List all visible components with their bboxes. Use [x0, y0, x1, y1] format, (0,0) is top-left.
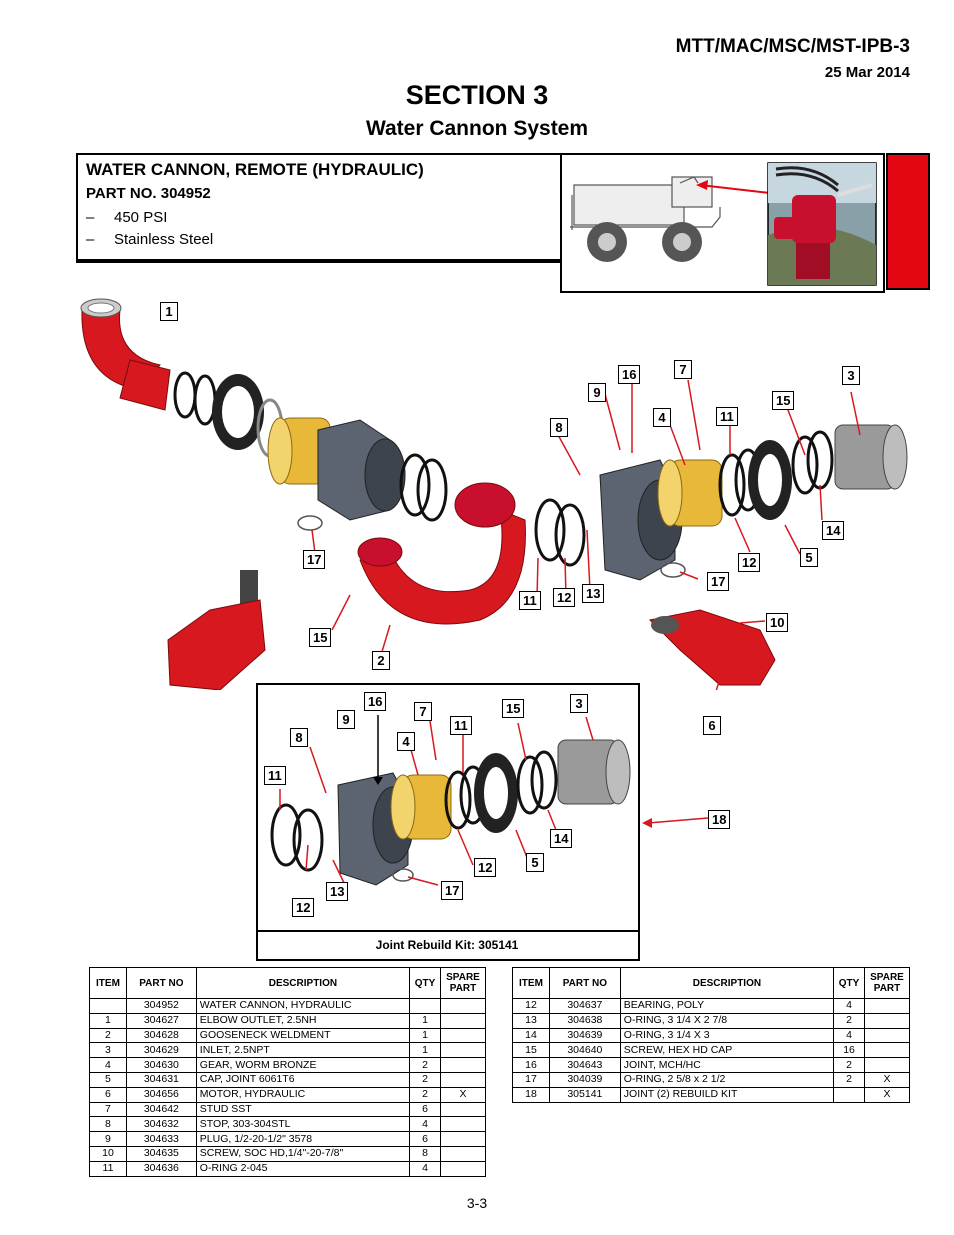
- qty-cell: 6: [410, 1132, 441, 1147]
- callout-label: 13: [326, 882, 348, 901]
- section-tab: [886, 153, 930, 290]
- qty-cell: 2: [834, 1013, 865, 1028]
- qty-cell: [834, 1087, 865, 1102]
- part-no-cell: 304633: [126, 1132, 196, 1147]
- qty-cell: 4: [410, 1161, 441, 1176]
- callout-label: 14: [822, 521, 844, 540]
- description-cell: BEARING, POLY: [620, 999, 833, 1014]
- item-cell: 3: [90, 1043, 127, 1058]
- description-cell: GOOSENECK WELDMENT: [196, 1028, 409, 1043]
- spare-cell: [441, 1161, 486, 1176]
- callout-label: 17: [441, 881, 463, 900]
- rebuild-kit-inset: [256, 683, 640, 961]
- qty-cell: 2: [834, 1072, 865, 1087]
- part-no-cell: 304631: [126, 1072, 196, 1087]
- column-header-description: DESCRIPTION: [196, 968, 409, 999]
- callout-label: 9: [337, 710, 355, 729]
- description-cell: STUD SST: [196, 1102, 409, 1117]
- spec-text: Stainless Steel: [114, 231, 214, 248]
- qty-cell: 8: [410, 1146, 441, 1161]
- callout-label: 18: [708, 810, 730, 829]
- callout-label: 4: [397, 732, 415, 751]
- item-cell: 11: [90, 1161, 127, 1176]
- callout-label: 11: [264, 766, 286, 785]
- spare-cell: [865, 1028, 910, 1043]
- item-cell: 6: [90, 1087, 127, 1102]
- spare-cell: [865, 999, 910, 1014]
- spec-bullet: – 450 PSI: [86, 209, 168, 226]
- callout-label: 17: [707, 572, 729, 591]
- truck-illustration: [562, 155, 883, 291]
- callout-label: 11: [450, 716, 472, 735]
- part-no-cell: 304632: [126, 1117, 196, 1132]
- column-header-part-no: PART NO: [126, 968, 196, 999]
- column-header-item: ITEM: [90, 968, 127, 999]
- description-cell: JOINT, MCH/HC: [620, 1058, 833, 1073]
- qty-cell: 2: [410, 1087, 441, 1102]
- table-row: [90, 1117, 486, 1132]
- part-no-cell: 304640: [549, 1043, 620, 1058]
- joint-housing-part: [318, 420, 405, 520]
- inset-caption: Joint Rebuild Kit: 305141: [256, 930, 638, 961]
- worm-gear-part-right: [658, 460, 722, 526]
- description-cell: SCREW, HEX HD CAP: [620, 1043, 833, 1058]
- callout-arrow: [640, 812, 710, 832]
- callout-label: 12: [474, 858, 496, 877]
- part-no-cell: 304643: [549, 1058, 620, 1073]
- description-cell: O-RING 2-045: [196, 1161, 409, 1176]
- callout-label: 17: [303, 550, 325, 569]
- callout-label: 9: [588, 383, 606, 402]
- part-no-cell: 304952: [126, 999, 196, 1014]
- callout-label: 3: [570, 694, 588, 713]
- item-cell: 13: [513, 1013, 550, 1028]
- table-row: [90, 1028, 486, 1043]
- part-no-cell: 304638: [549, 1013, 620, 1028]
- spare-cell: [865, 1013, 910, 1028]
- exploded-parts-diagram: [60, 290, 920, 690]
- callout-label: 14: [550, 829, 572, 848]
- item-cell: [90, 999, 127, 1014]
- table-row: [90, 1013, 486, 1028]
- table-row: [513, 1043, 910, 1058]
- qty-cell: 6: [410, 1102, 441, 1117]
- qty-cell: 4: [410, 1117, 441, 1132]
- callout-label: 13: [582, 584, 604, 603]
- spare-cell: [441, 1102, 486, 1117]
- description-cell: CAP, JOINT 6061T6: [196, 1072, 409, 1087]
- part-no-cell: 304637: [549, 999, 620, 1014]
- qty-cell: 2: [410, 1058, 441, 1073]
- part-no-cell: 304630: [126, 1058, 196, 1073]
- qty-cell: [410, 999, 441, 1014]
- callout-label: 5: [526, 853, 544, 872]
- item-cell: 15: [513, 1043, 550, 1058]
- column-header-spare-part: SPARE PART: [441, 968, 486, 999]
- callout-label: 7: [674, 360, 692, 379]
- item-cell: 14: [513, 1028, 550, 1043]
- qty-cell: 16: [834, 1043, 865, 1058]
- spare-cell: [865, 1058, 910, 1073]
- elbow-outlet-part: [81, 299, 170, 410]
- part-no-cell: 304642: [126, 1102, 196, 1117]
- inlet-part: [835, 425, 907, 489]
- spare-cell: [441, 1146, 486, 1161]
- qty-cell: 4: [834, 999, 865, 1014]
- cap-plate: [212, 374, 264, 450]
- callout-label: 16: [364, 692, 386, 711]
- table-row: [513, 999, 910, 1014]
- item-cell: 4: [90, 1058, 127, 1073]
- parts-table-right: [512, 967, 910, 1103]
- description-cell: ELBOW OUTLET, 2.5NH: [196, 1013, 409, 1028]
- part-no-cell: 304629: [126, 1043, 196, 1058]
- table-row: [90, 1102, 486, 1117]
- description-cell: STOP, 303-304STL: [196, 1117, 409, 1132]
- item-cell: 7: [90, 1102, 127, 1117]
- column-header-qty: QTY: [834, 968, 865, 999]
- item-cell: 9: [90, 1132, 127, 1147]
- callout-label: 6: [703, 716, 721, 735]
- callout-label: 15: [309, 628, 331, 647]
- part-no-cell: 304656: [126, 1087, 196, 1102]
- callout-label: 2: [372, 651, 390, 670]
- table-row: [513, 1058, 910, 1073]
- table-row: [90, 1058, 486, 1073]
- description-cell: INLET, 2.5NPT: [196, 1043, 409, 1058]
- divider: [76, 259, 560, 261]
- table-row: [513, 1028, 910, 1043]
- callout-label: 15: [772, 391, 794, 410]
- callout-label: 11: [716, 407, 738, 426]
- description-cell: PLUG, 1/2-20-1/2" 3578: [196, 1132, 409, 1147]
- callout-label: 5: [800, 548, 818, 567]
- spare-cell: [441, 999, 486, 1014]
- document-date: 25 Mar 2014: [824, 64, 910, 81]
- assembly-title: WATER CANNON, REMOTE (HYDRAULIC): [86, 160, 424, 179]
- part-no-cell: 304635: [126, 1146, 196, 1161]
- part-no-cell: 304039: [549, 1072, 620, 1087]
- spare-cell: [441, 1117, 486, 1132]
- item-cell: 18: [513, 1087, 550, 1102]
- table-row: [90, 999, 486, 1014]
- column-header-part-no: PART NO: [549, 968, 620, 999]
- callout-label: 3: [842, 366, 860, 385]
- description-cell: GEAR, WORM BRONZE: [196, 1058, 409, 1073]
- spare-cell: [441, 1132, 486, 1147]
- description-cell: SCREW, SOC HD,1/4"-20-7/8": [196, 1146, 409, 1161]
- spare-cell: X: [441, 1087, 486, 1102]
- item-cell: 8: [90, 1117, 127, 1132]
- spare-cell: [441, 1028, 486, 1043]
- part-no-cell: 304636: [126, 1161, 196, 1176]
- spare-cell: [441, 1072, 486, 1087]
- spare-cell: [441, 1013, 486, 1028]
- callout-label: 12: [738, 553, 760, 572]
- item-cell: 10: [90, 1146, 127, 1161]
- part-no-cell: 304639: [549, 1028, 620, 1043]
- spare-cell: [441, 1043, 486, 1058]
- spare-cell: [441, 1058, 486, 1073]
- item-cell: 12: [513, 999, 550, 1014]
- item-cell: 17: [513, 1072, 550, 1087]
- callout-label: 15: [502, 699, 524, 718]
- part-no-cell: 305141: [549, 1087, 620, 1102]
- part-no-cell: 304627: [126, 1013, 196, 1028]
- table-row: [90, 1072, 486, 1087]
- spare-cell: [865, 1043, 910, 1058]
- column-header-spare-part: SPARE PART: [865, 968, 910, 999]
- parts-table-left: [89, 967, 486, 1177]
- callout-label: 8: [550, 418, 568, 437]
- item-cell: 16: [513, 1058, 550, 1073]
- spec-bullet: – Stainless Steel: [86, 231, 214, 248]
- callout-label: 11: [519, 591, 541, 610]
- qty-cell: 1: [410, 1028, 441, 1043]
- table-row: [90, 1161, 486, 1176]
- document-id: MTT/MAC/MSC/MST-IPB-3: [675, 36, 910, 57]
- spec-text: 450 PSI: [114, 209, 168, 226]
- item-cell: 5: [90, 1072, 127, 1087]
- description-cell: O-RING, 2 5/8 x 2 1/2: [620, 1072, 833, 1087]
- qty-cell: 1: [410, 1043, 441, 1058]
- item-cell: 2: [90, 1028, 127, 1043]
- table-row: [90, 1043, 486, 1058]
- qty-cell: 1: [410, 1013, 441, 1028]
- description-cell: O-RING, 3 1/4 X 2 7/8: [620, 1013, 833, 1028]
- callout-label: 7: [414, 702, 432, 721]
- callout-label: 10: [766, 613, 788, 632]
- table-row: [513, 1013, 910, 1028]
- spare-cell: X: [865, 1087, 910, 1102]
- description-cell: JOINT (2) REBUILD KIT: [620, 1087, 833, 1102]
- section-subtitle: Water Cannon System: [365, 117, 589, 140]
- hydraulic-motor-left: [168, 570, 265, 690]
- callout-label: 1: [160, 302, 178, 321]
- callout-label: 16: [618, 365, 640, 384]
- table-row: [90, 1132, 486, 1147]
- part-no-cell: 304628: [126, 1028, 196, 1043]
- column-header-item: ITEM: [513, 968, 550, 999]
- assembly-part-number: PART NO. 304952: [86, 185, 211, 202]
- callout-label: 4: [653, 408, 671, 427]
- section-title: SECTION 3: [405, 80, 549, 110]
- qty-cell: 2: [834, 1058, 865, 1073]
- spare-cell: X: [865, 1072, 910, 1087]
- item-cell: 1: [90, 1013, 127, 1028]
- qty-cell: 4: [834, 1028, 865, 1043]
- callout-label: 8: [290, 728, 308, 747]
- page-number: 3-3: [466, 1195, 488, 1211]
- column-header-qty: QTY: [410, 968, 441, 999]
- description-cell: MOTOR, HYDRAULIC: [196, 1087, 409, 1102]
- table-row: [513, 1072, 910, 1087]
- table-row: [513, 1087, 910, 1102]
- table-row: [90, 1087, 486, 1102]
- column-header-description: DESCRIPTION: [620, 968, 833, 999]
- qty-cell: 2: [410, 1072, 441, 1087]
- description-cell: O-RING, 3 1/4 X 3: [620, 1028, 833, 1043]
- description-cell: WATER CANNON, HYDRAULIC: [196, 999, 409, 1014]
- callout-label: 12: [553, 588, 575, 607]
- table-row: [90, 1146, 486, 1161]
- callout-label: 12: [292, 898, 314, 917]
- vehicle-location-box: [560, 153, 885, 293]
